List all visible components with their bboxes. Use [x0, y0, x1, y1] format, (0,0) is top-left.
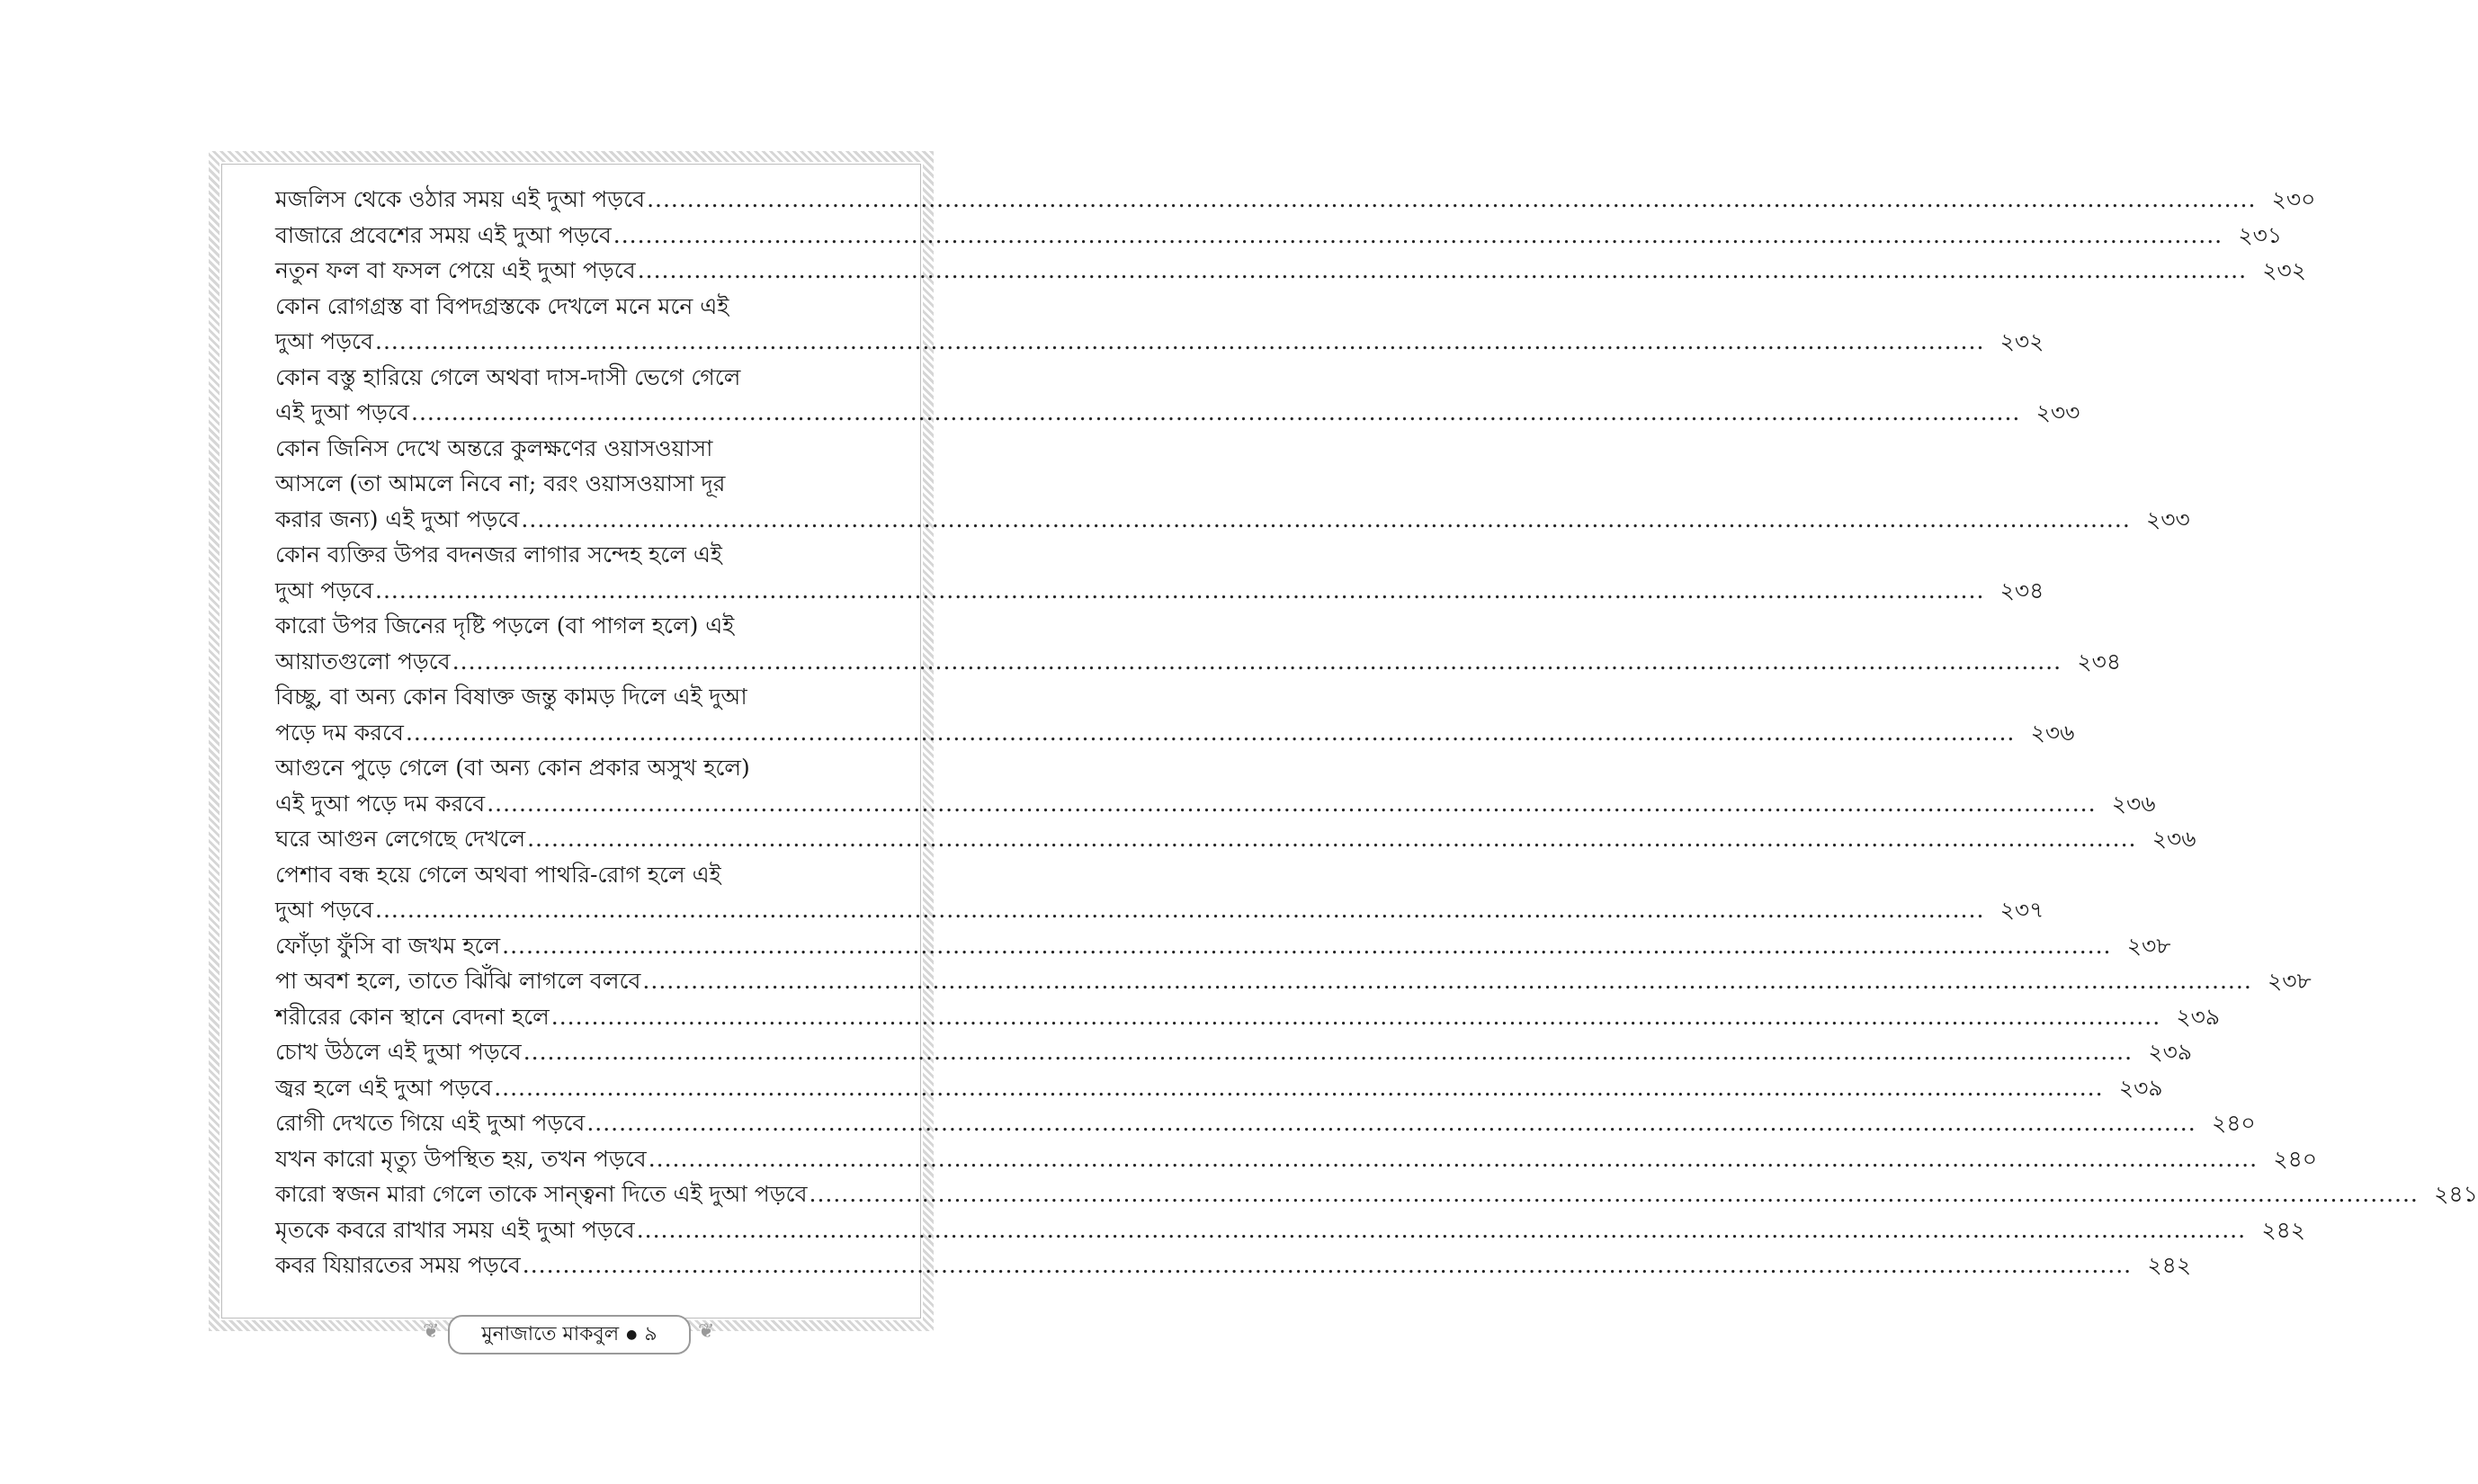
toc-entry	[275, 395, 2080, 431]
toc-entry-page: ২৪২	[2147, 1252, 2192, 1278]
toc-entry-text: কোন রোগগ্রস্ত বা বিপদগ্রস্তকে দেখলে মনে মনে এই	[275, 292, 729, 319]
toc-entry-text: দুআ পড়বে	[275, 897, 374, 923]
toc-entry	[275, 218, 2283, 254]
dot-leader: ........................................................................................................................................................................................................	[521, 505, 2131, 532]
dot-leader: ........................................................................................................................................................................................................	[586, 1110, 2196, 1136]
toc-entry	[275, 1176, 2478, 1212]
toc-entry-text: আয়াতগুলো পড়বে	[275, 648, 451, 675]
toc-entry-page: ২৪২	[2261, 1216, 2306, 1243]
toc-entry	[275, 892, 2044, 928]
toc-entry-text: পড়ে দম করবে	[275, 719, 404, 746]
toc-entry-page: ২৩৪	[1999, 577, 2044, 603]
toc-entry-text: এই দুআ পড়বে	[275, 399, 409, 425]
toc-entry	[275, 821, 2196, 857]
toc-entry-page: ২৩৭	[1999, 897, 2044, 923]
toc-entry	[275, 1070, 2163, 1106]
toc-entry	[275, 573, 2044, 609]
table-of-contents	[275, 182, 2478, 1283]
toc-entry-text: নতুন ফল বা ফসল পেয়ে এই দুআ পড়বে	[275, 257, 636, 283]
toc-entry	[275, 608, 896, 644]
toc-entry-text: কোন ব্যক্তির উপর বদনজর লাগার সন্দেহ হলে এই	[275, 541, 722, 568]
toc-entry	[275, 360, 896, 396]
toc-entry-text: যখন কারো মৃত্যু উপস্থিত হয়, তখন পড়বে	[275, 1145, 647, 1172]
dot-leader: ........................................................................................................................................................................................................	[502, 932, 2112, 959]
toc-entry-page: ২৩১	[2238, 221, 2283, 248]
toc-entry	[275, 537, 896, 573]
dot-leader: ........................................................................................................................................................................................................	[613, 221, 2223, 248]
dot-leader: ........................................................................................................................................................................................................	[648, 1145, 2259, 1172]
dot-leader: ........................................................................................................................................................................................................	[642, 968, 2252, 994]
toc-entry-text: মৃতকে কবরে রাখার সময় এই দুআ পড়বে	[275, 1216, 635, 1243]
separator-dot: ●	[626, 1328, 638, 1342]
left-ornament-icon: ❦	[423, 1320, 440, 1343]
toc-entry-text: করার জন্য) এই দুআ পড়বে	[275, 505, 520, 532]
toc-entry	[275, 644, 2122, 680]
toc-entry	[275, 857, 896, 893]
dot-leader: ........................................................................................................................................................................................................	[522, 1252, 2133, 1278]
dot-leader: ........................................................................................................................................................................................................	[647, 186, 2257, 212]
toc-entry-text: চোখ উঠলে এই দুআ পড়বে	[275, 1039, 522, 1065]
toc-entry-text: কারো উপর জিনের দৃষ্টি পড়লে (বা পাগল হলে) এই	[275, 612, 735, 639]
toc-entry-text: রোগী দেখতে গিয়ে এই দুআ পড়বে	[275, 1110, 586, 1136]
toc-entry-page: ২৩৯	[2148, 1039, 2193, 1065]
toc-entry	[275, 1212, 2306, 1248]
toc-entry-page: ২৩৯	[2176, 1003, 2221, 1030]
toc-entry	[275, 963, 2312, 999]
dot-leader: ........................................................................................................................................................................................................	[494, 1074, 2104, 1101]
toc-entry-page: ২৩৮	[2268, 968, 2312, 994]
toc-entry-page: ২৩৩	[2035, 399, 2080, 425]
toc-entry	[275, 928, 2171, 964]
toc-entry	[275, 999, 2221, 1035]
toc-entry-text: এই দুআ পড়ে দম করবে	[275, 790, 486, 817]
toc-entry-page: ২৩২	[2262, 257, 2307, 283]
dot-leader: ........................................................................................................................................................................................................	[375, 328, 1985, 354]
toc-entry-page: ২৩৯	[2118, 1074, 2163, 1101]
dot-leader: ........................................................................................................................................................................................................	[375, 577, 1985, 603]
dot-leader: ........................................................................................................................................................................................................	[550, 1003, 2161, 1030]
toc-entry-text: আসলে (তা আমলে নিবে না; বরং ওয়াসওয়াসা দূর	[275, 470, 726, 496]
toc-entry-page: ২৩৩	[2146, 505, 2190, 532]
dot-leader: ........................................................................................................................................................................................................	[405, 719, 2016, 746]
toc-entry-text: বিচ্ছু, বা অন্য কোন বিষাক্ত জন্তু কামড় দিলে এই দুআ	[275, 684, 747, 710]
toc-entry	[275, 182, 2316, 218]
toc-entry-page: ২৩৬	[2030, 719, 2075, 746]
toc-entry-text: পা অবশ হলে, তাতে ঝিঁঝি লাগলে বলবে	[275, 968, 641, 994]
footer-page-label	[448, 1315, 691, 1354]
toc-entry-page: ২৩৬	[2151, 826, 2196, 852]
toc-entry-text: কোন বস্তু হারিয়ে গেলে অথবা দাস-দাসী ভেগে গেলে	[275, 363, 741, 390]
toc-entry-text: দুআ পড়বে	[275, 577, 374, 603]
dot-leader: ........................................................................................................................................................................................................	[375, 897, 1985, 923]
toc-entry-text: আগুনে পুড়ে গেলে (বা অন্য কোন প্রকার অসুখ হলে)	[275, 755, 750, 781]
dot-leader: ........................................................................................................................................................................................................	[637, 257, 2248, 283]
toc-entry	[275, 1105, 2256, 1141]
dot-leader: ........................................................................................................................................................................................................	[523, 1039, 2134, 1065]
toc-entry	[275, 1141, 2318, 1177]
toc-entry-text: ঘরে আগুন লেগেছে দেখলে	[275, 826, 526, 852]
toc-entry	[275, 324, 2044, 360]
toc-entry-page: ২৩২	[1999, 328, 2044, 354]
toc-entry	[275, 679, 896, 715]
toc-entry-text: কোন জিনিস দেখে অন্তরে কুলক্ষণের ওয়াসওয়াসা	[275, 434, 713, 461]
toc-entry-text: মজলিস থেকে ওঠার সময় এই দুআ পড়বে	[275, 186, 646, 212]
toc-entry-page: ২৩৬	[2111, 790, 2156, 817]
book-title: মুনাজাতে মাকবুল	[481, 1322, 620, 1345]
toc-entry-text: কারো স্বজন মারা গেলে তাকে সান্ত্বনা দিতে এই দুআ পড়বে	[275, 1181, 808, 1207]
toc-entry-page: ২৩০	[2271, 186, 2316, 212]
dot-leader: ........................................................................................................................................................................................................	[809, 1181, 2419, 1207]
toc-entry-text: জ্বর হলে এই দুআ পড়বে	[275, 1074, 493, 1101]
dot-leader: ........................................................................................................................................................................................................	[636, 1216, 2247, 1243]
toc-entry-text: পেশাব বন্ধ হয়ে গেলে অথবা পাথরি-রোগ হলে এই	[275, 861, 721, 888]
toc-entry	[275, 1034, 2193, 1070]
toc-entry-page: ২৩৪	[2077, 648, 2122, 675]
toc-entry-page: ২৪০	[2273, 1145, 2318, 1172]
dot-leader: ........................................................................................................................................................................................................	[411, 399, 2021, 425]
toc-entry	[275, 431, 896, 467]
toc-entry-page: ২৪১	[2434, 1181, 2478, 1207]
toc-entry	[275, 502, 2190, 538]
toc-entry-text: দুআ পড়বে	[275, 328, 374, 354]
toc-entry	[275, 786, 2156, 822]
right-ornament-icon: ❦	[698, 1320, 715, 1343]
toc-entry	[275, 253, 2307, 289]
toc-entry	[275, 715, 2075, 751]
page-number: ৯	[644, 1322, 658, 1345]
toc-entry-text: বাজারে প্রবেশের সময় এই দুআ পড়বে	[275, 221, 612, 248]
dot-leader: ........................................................................................................................................................................................................	[452, 648, 2062, 675]
toc-entry-page: ২৩৮	[2126, 932, 2171, 959]
toc-entry	[275, 750, 896, 786]
toc-entry	[275, 1247, 2192, 1283]
dot-leader: ........................................................................................................................................................................................................	[527, 826, 2137, 852]
toc-entry	[275, 289, 896, 325]
dot-leader: ........................................................................................................................................................................................................	[487, 790, 2097, 817]
toc-entry-page: ২৪০	[2211, 1110, 2256, 1136]
toc-entry-text: শরীরের কোন স্থানে বেদনা হলে	[275, 1003, 550, 1030]
toc-entry-text: ফোঁড়া ফুঁসি বা জখম হলে	[275, 932, 501, 959]
toc-entry	[275, 466, 896, 502]
toc-entry-text: কবর যিয়ারতের সময় পড়বে	[275, 1252, 521, 1278]
